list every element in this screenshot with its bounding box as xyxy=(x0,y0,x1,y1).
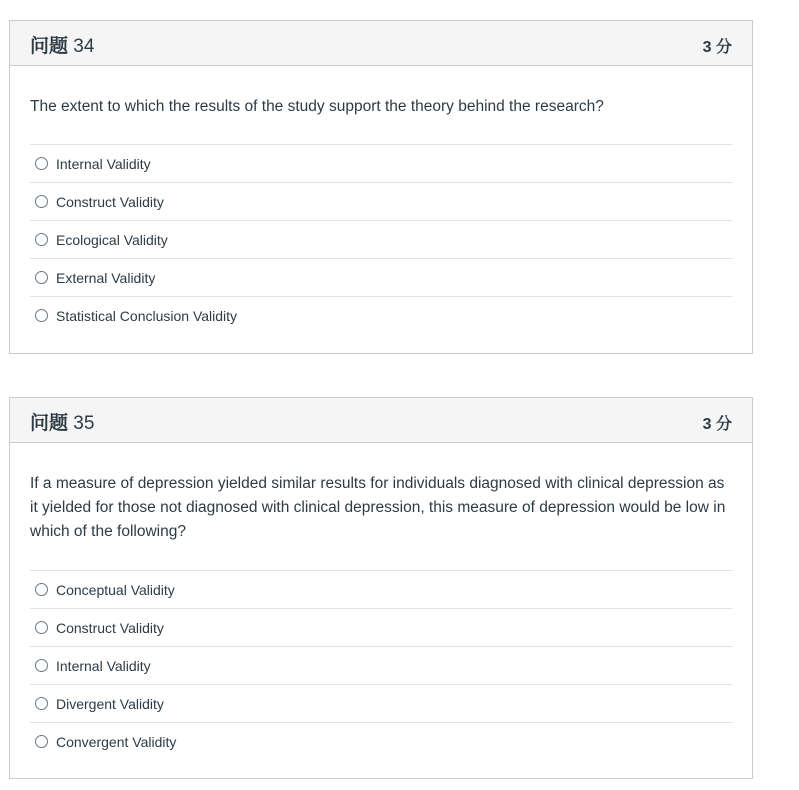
question-points: 3 分 xyxy=(702,39,732,56)
question-body xyxy=(10,472,752,760)
answer-list xyxy=(30,144,732,334)
answer-label[interactable]: Ecological Validity xyxy=(56,231,168,248)
question-title xyxy=(30,31,94,58)
question-number: 34 xyxy=(73,36,95,57)
radio-button[interactable] xyxy=(35,271,48,284)
question-header xyxy=(10,21,752,66)
question-label: 问题 xyxy=(30,36,69,57)
question-title xyxy=(30,408,94,435)
answer-label[interactable]: Construct Validity xyxy=(56,619,164,636)
question-number: 35 xyxy=(73,413,95,434)
radio-button[interactable] xyxy=(35,735,48,748)
radio-button[interactable] xyxy=(35,697,48,710)
answer-label[interactable]: Construct Validity xyxy=(56,193,164,210)
question-points: 3 分 xyxy=(702,416,732,433)
answer-option[interactable] xyxy=(30,297,732,334)
radio-button[interactable] xyxy=(35,621,48,634)
answer-label[interactable]: Divergent Validity xyxy=(56,695,164,712)
answer-label[interactable]: Convergent Validity xyxy=(56,733,177,750)
radio-button[interactable] xyxy=(35,233,48,246)
radio-button[interactable] xyxy=(35,583,48,596)
radio-button[interactable] xyxy=(35,195,48,208)
answer-label[interactable]: Conceptual Validity xyxy=(56,581,175,598)
question-34 xyxy=(9,20,753,354)
question-body xyxy=(10,95,752,334)
radio-button[interactable] xyxy=(35,157,48,170)
answer-label[interactable]: External Validity xyxy=(56,269,156,286)
question-label: 问题 xyxy=(30,413,69,434)
question-header xyxy=(10,398,752,443)
answer-option[interactable] xyxy=(30,221,732,259)
answer-list xyxy=(30,570,732,760)
question-text: If a measure of depression yielded similar results for individuals diagnosed with clinical depression as it yielded for those not diagnosed with clinical depression, this measure of depression would be low in which of the following? xyxy=(30,475,726,540)
radio-button[interactable] xyxy=(35,659,48,672)
answer-option[interactable] xyxy=(30,723,732,760)
answer-option[interactable] xyxy=(30,571,732,609)
answer-label[interactable]: Internal Validity xyxy=(56,155,151,172)
answer-label[interactable]: Statistical Conclusion Validity xyxy=(56,307,238,324)
question-text: The extent to which the results of the study support the theory behind the research? xyxy=(30,98,604,115)
answer-option[interactable] xyxy=(30,259,732,297)
answer-option[interactable] xyxy=(30,609,732,647)
question-35 xyxy=(9,397,753,779)
answer-option[interactable] xyxy=(30,183,732,221)
answer-option[interactable] xyxy=(30,647,732,685)
answer-label[interactable]: Internal Validity xyxy=(56,657,151,674)
answer-option[interactable] xyxy=(30,685,732,723)
answer-option[interactable] xyxy=(30,145,732,183)
radio-button[interactable] xyxy=(35,309,48,322)
